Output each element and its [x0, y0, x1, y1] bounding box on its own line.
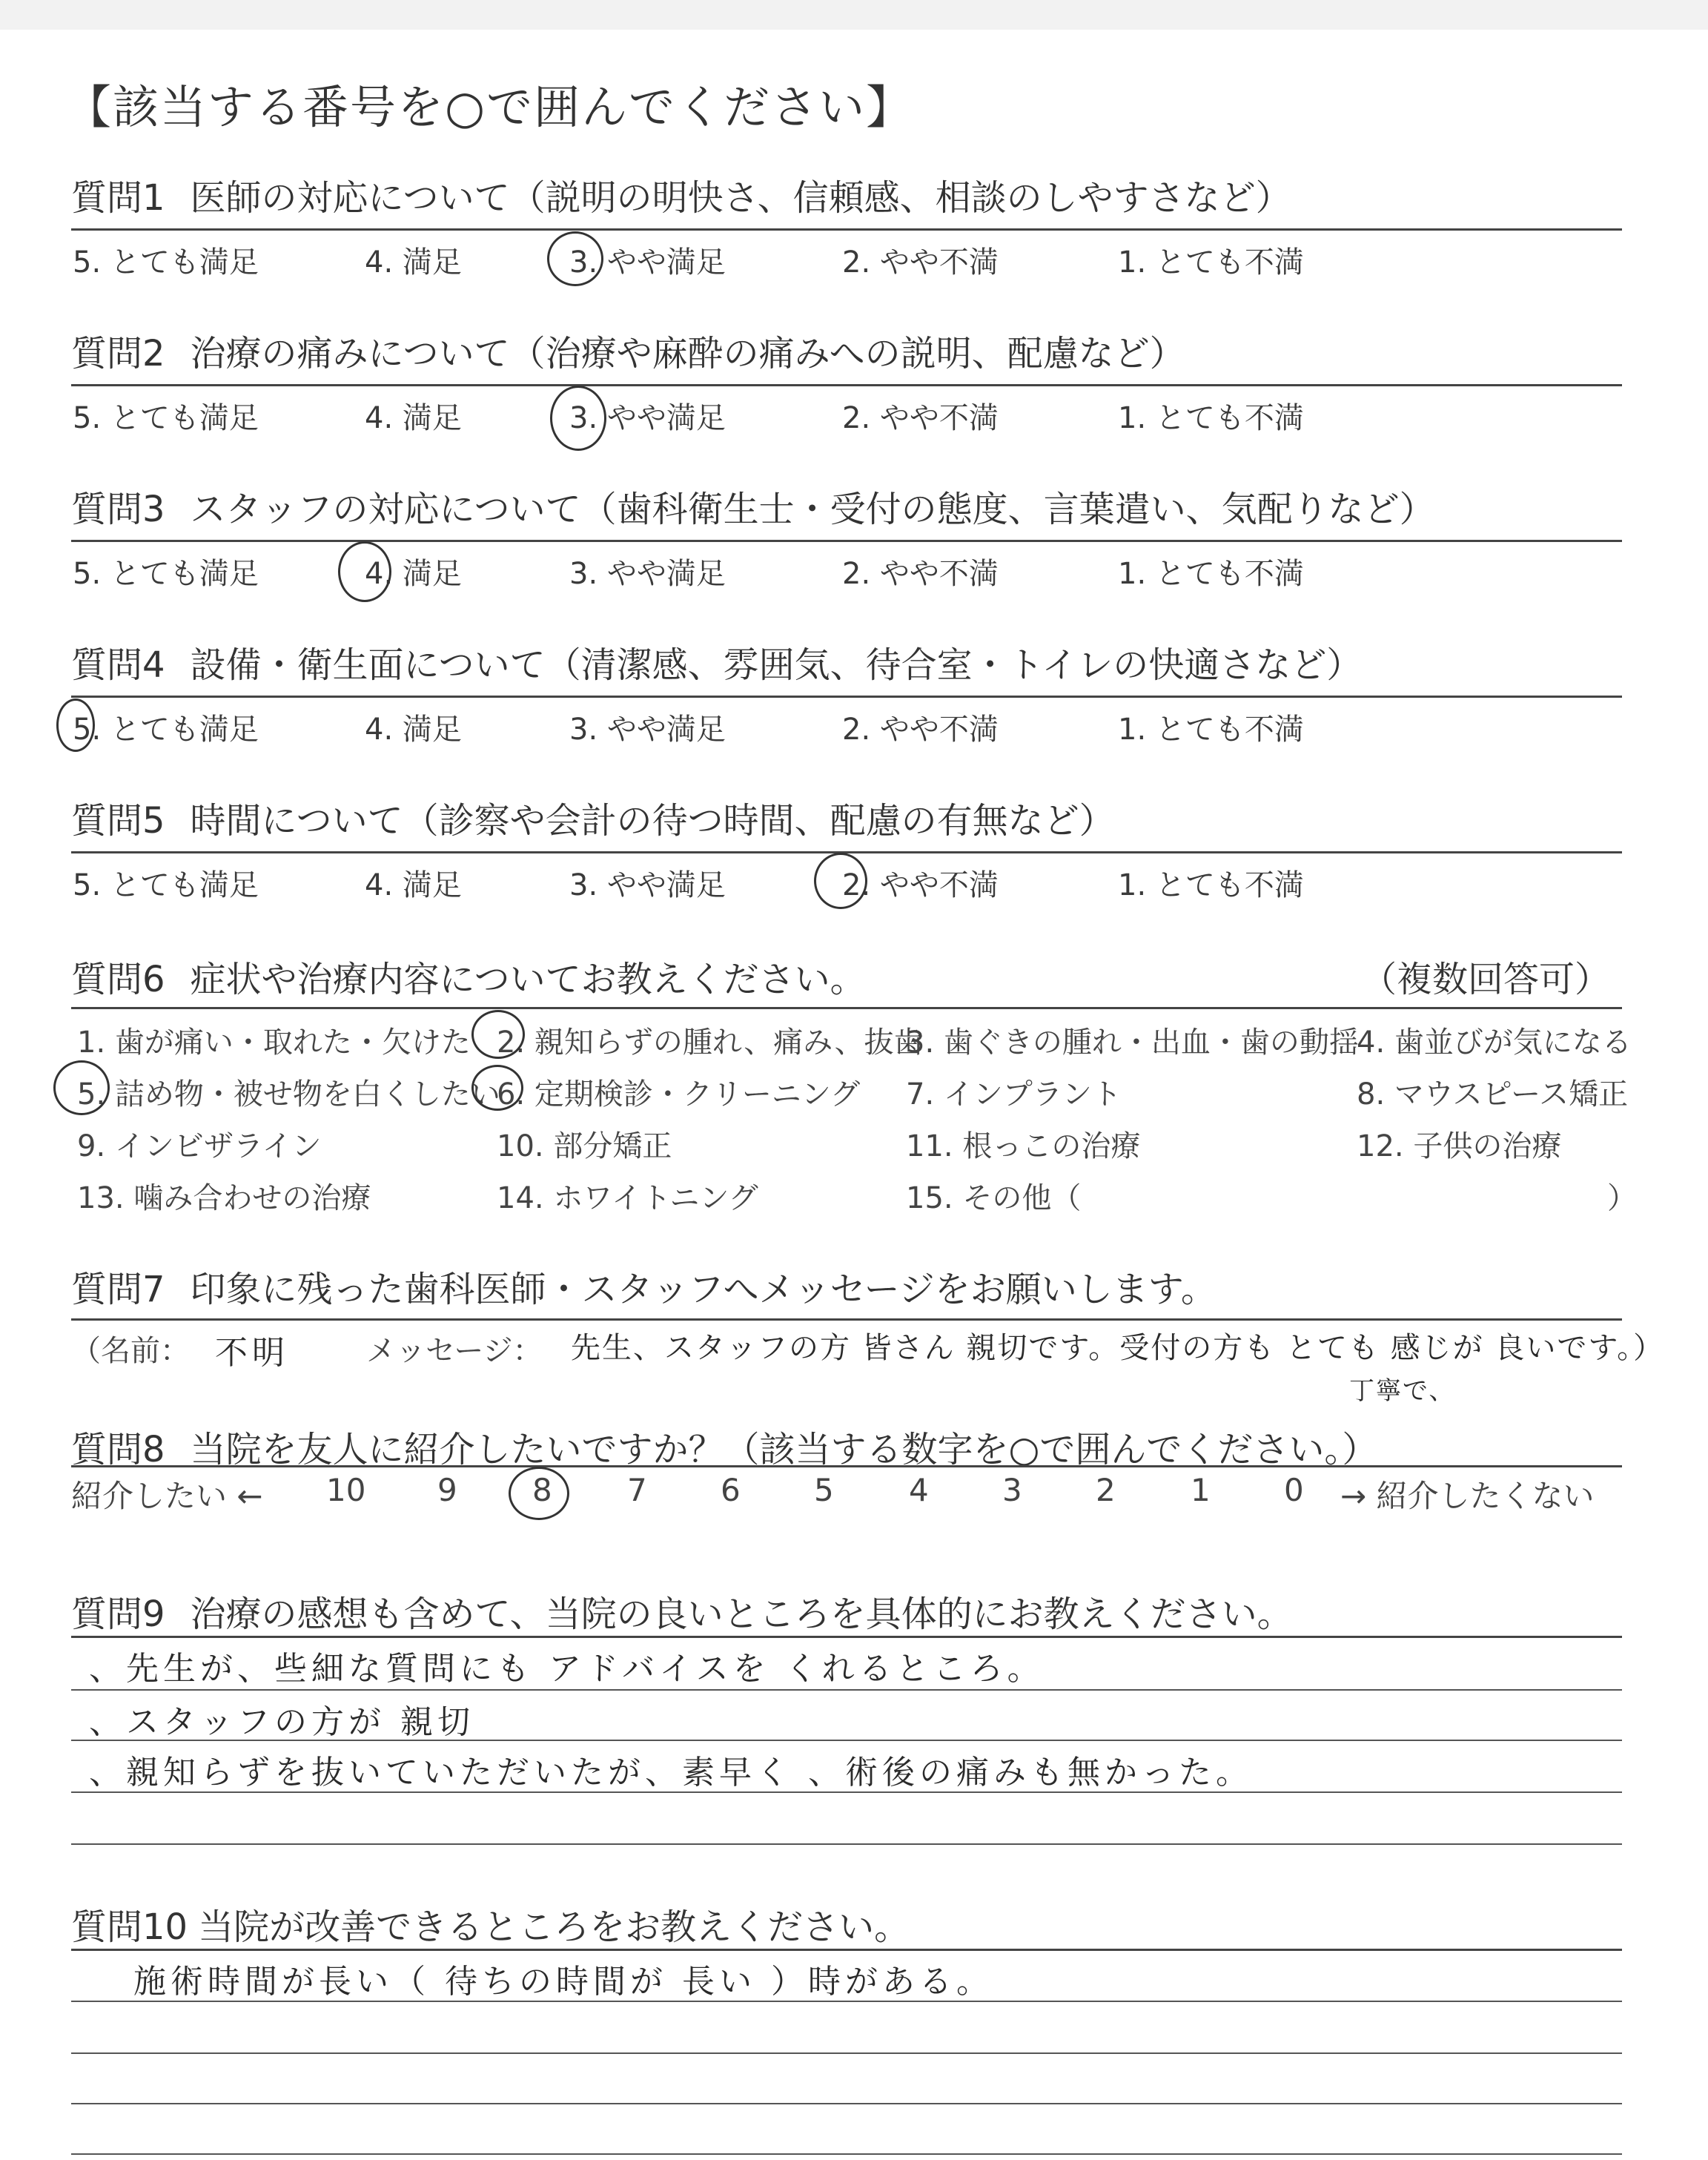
q8-scale-9[interactable]: 9: [437, 1472, 457, 1508]
q6-item-5-selection-circle: [53, 1060, 110, 1115]
q6-item-8[interactable]: 8. マウスピース矯正: [1357, 1077, 1629, 1112]
question-3-rule: [71, 540, 1622, 542]
q6-item-13[interactable]: 13. 噛み合わせの治療: [77, 1181, 371, 1215]
question-3-title: [71, 480, 1435, 532]
question-8-text: 当院を友人に紹介したいですか？（該当する数字を○で囲んでください。）: [190, 1429, 1378, 1470]
q10-answer-1: 施術時間が長い（ 待ちの時間が 長い ）時がある。: [133, 1963, 993, 2001]
q3-option-1[interactable]: 1. とても不満: [1118, 557, 1304, 591]
question-10-rule: [71, 1949, 1622, 1951]
q7-message-label: メッセージ：: [366, 1334, 543, 1368]
q8-left-label: 紹介したい ←: [71, 1478, 263, 1514]
question-10-number: 質問10: [71, 1906, 188, 1948]
q1-option-3[interactable]: 3. やや満足: [569, 245, 726, 280]
q8-scale-6[interactable]: 6: [721, 1472, 741, 1508]
q6-item-7[interactable]: 7. インプラント: [906, 1077, 1122, 1112]
q2-option-2[interactable]: 2. やや不満: [842, 401, 999, 435]
question-9-text: 治療の感想も含めて、当院の良いところを具体的にお教えください。: [190, 1593, 1293, 1635]
q3-option-5[interactable]: 5. とても満足: [73, 557, 259, 591]
q3-option-2[interactable]: 2. やや不満: [842, 557, 999, 591]
question-8-rule: [71, 1465, 1622, 1467]
q4-selection-circle: [56, 698, 95, 752]
q6-item-6-selection-circle: [471, 1065, 523, 1111]
q8-scale-10[interactable]: 10: [326, 1472, 366, 1508]
q3-selection-circle: [338, 541, 391, 602]
question-10-text: 当院が改善できるところをお教えください。: [198, 1906, 910, 1948]
question-3-number: 質問3: [71, 489, 165, 530]
q6-item-6[interactable]: 6. 定期検診・クリーニング: [497, 1077, 861, 1112]
q9-answer-3: 、親知らずを抜いていただいたが、素早く 、術後の痛みも無かった。: [89, 1754, 1253, 1791]
q1-option-5[interactable]: 5. とても満足: [73, 245, 259, 280]
q7-message-value: 先生、スタッフの方 皆さん 親切です。受付の方も とても 感じが 良いです。）: [571, 1331, 1665, 1365]
question-5-number: 質問5: [71, 800, 165, 842]
q8-scale-7[interactable]: 7: [627, 1472, 647, 1508]
q5-option-3[interactable]: 3. やや満足: [569, 868, 726, 902]
q5-selection-circle: [814, 853, 867, 909]
q8-scale-4[interactable]: 4: [909, 1472, 929, 1508]
q9-answer-2: 、スタッフの方が 親切: [89, 1703, 474, 1741]
question-7-title: [71, 1261, 1217, 1312]
question-2-number: 質問2: [71, 333, 165, 374]
q6-item-10[interactable]: 10. 部分矯正: [497, 1129, 672, 1163]
q6-item-15-close-paren: ）: [1607, 1181, 1637, 1215]
q2-selection-circle: [550, 386, 606, 451]
q10-line-3: [71, 2103, 1622, 2104]
question-6-number: 質問6: [71, 959, 165, 1000]
q2-option-5[interactable]: 5. とても満足: [73, 401, 259, 435]
q6-item-11[interactable]: 11. 根っこの治療: [906, 1129, 1141, 1163]
q1-option-1[interactable]: 1. とても不満: [1118, 245, 1304, 280]
q8-right-label: → 紹介したくない: [1340, 1478, 1595, 1514]
q6-item-2-selection-circle: [471, 1010, 525, 1059]
q5-option-1[interactable]: 1. とても不満: [1118, 868, 1304, 902]
q8-scale-5[interactable]: 5: [814, 1472, 834, 1508]
q6-item-15[interactable]: 15. その他（: [906, 1181, 1082, 1215]
q9-answer-1: 、先生が、些細な質問にも アドバイスを くれるところ。: [89, 1650, 1045, 1688]
q9-line-4: [71, 1843, 1622, 1845]
question-7-number: 質問7: [71, 1269, 165, 1310]
q6-item-12[interactable]: 12. 子供の治療: [1357, 1129, 1562, 1163]
question-6-text: 症状や治療内容についてお教えください。: [190, 959, 866, 1000]
question-4-title: [71, 636, 1362, 687]
question-6-note: （複数回答可）: [1361, 959, 1611, 1000]
question-7-rule: [71, 1318, 1622, 1321]
q4-option-1[interactable]: 1. とても不満: [1118, 713, 1304, 747]
question-9-title: [71, 1585, 1293, 1636]
question-2-text: 治療の痛みについて（治療や麻酔の痛みへの説明、配慮など）: [190, 333, 1185, 374]
q8-selection-circle: [509, 1467, 569, 1520]
q6-item-14[interactable]: 14. ホワイトニング: [497, 1181, 758, 1215]
question-1-text: 医師の対応について（説明の明快さ、信頼感、相談のしやすさなど）: [190, 177, 1291, 219]
q4-option-5[interactable]: 5. とても満足: [73, 713, 259, 747]
form-heading: 【該当する番号を○で囲んでください】: [65, 80, 914, 134]
q5-option-4[interactable]: 4. 満足: [365, 868, 462, 902]
q5-option-5[interactable]: 5. とても満足: [73, 868, 259, 902]
q4-option-4[interactable]: 4. 満足: [365, 713, 462, 747]
q6-item-5[interactable]: 5. 詰め物・被せ物を白くしたい: [77, 1077, 500, 1112]
q10-line-2: [71, 2052, 1622, 2054]
q3-option-3[interactable]: 3. やや満足: [569, 557, 726, 591]
q6-item-9[interactable]: 9. インビザライン: [77, 1129, 322, 1163]
question-3-text: スタッフの対応について（歯科衛生士・受付の態度、言葉遣い、気配りなど）: [190, 489, 1435, 530]
question-5-title: [71, 792, 1115, 843]
q10-line-1: [71, 2001, 1622, 2002]
q6-item-1[interactable]: 1. 歯が痛い・取れた・欠けた: [77, 1025, 471, 1060]
q6-item-4[interactable]: 4. 歯並びが気になる: [1357, 1025, 1632, 1060]
q8-scale-8[interactable]: 8: [532, 1472, 552, 1508]
question-2-title: [71, 325, 1185, 376]
q7-message-insert: 丁寧で、: [1349, 1376, 1456, 1406]
question-1-title: [71, 169, 1291, 220]
q8-scale-0[interactable]: 0: [1284, 1472, 1304, 1508]
q1-option-4[interactable]: 4. 満足: [365, 245, 462, 280]
question-5-text: 時間について（診察や会計の待つ時間、配慮の有無など）: [190, 800, 1115, 842]
q9-line-1: [71, 1689, 1622, 1691]
question-4-number: 質問4: [71, 644, 165, 686]
q9-line-2: [71, 1740, 1622, 1741]
q6-item-2[interactable]: 2. 親知らずの腫れ、痛み、抜歯: [497, 1025, 924, 1060]
q8-scale-1[interactable]: 1: [1191, 1472, 1211, 1508]
q4-option-3[interactable]: 3. やや満足: [569, 713, 726, 747]
q2-option-3[interactable]: 3. やや満足: [569, 401, 726, 435]
q2-option-1[interactable]: 1. とても不満: [1118, 401, 1304, 435]
q9-line-3: [71, 1791, 1622, 1793]
q3-option-4[interactable]: 4. 満足: [365, 557, 462, 591]
question-8-number: 質問8: [71, 1429, 165, 1470]
question-4-text: 設備・衛生面について（清潔感、雰囲気、待合室・トイレの快適さなど）: [190, 644, 1363, 686]
question-6-rule: [71, 1007, 1622, 1009]
question-9-rule: [71, 1636, 1622, 1638]
q5-option-2[interactable]: 2. やや不満: [842, 868, 999, 902]
question-10-title: [71, 1898, 910, 1949]
q8-scale-3[interactable]: 3: [1002, 1472, 1022, 1508]
question-6-title: [71, 951, 866, 1002]
q10-line-4: [71, 2153, 1622, 2155]
question-8-title: [71, 1421, 1377, 1472]
q2-option-4[interactable]: 4. 満足: [365, 401, 462, 435]
q1-option-2[interactable]: 2. やや不満: [842, 245, 999, 280]
question-1-number: 質問1: [71, 177, 165, 219]
question-9-number: 質問9: [71, 1593, 165, 1635]
q7-name-label: （名前：: [71, 1334, 190, 1368]
question-7-text: 印象に残った歯科医師・スタッフへメッセージをお願いします。: [190, 1269, 1217, 1310]
question-1-rule: [71, 228, 1622, 231]
question-4-rule: [71, 696, 1622, 698]
q1-selection-circle: [547, 231, 603, 286]
q6-item-3[interactable]: 3. 歯ぐきの腫れ・出血・歯の動揺: [906, 1025, 1359, 1060]
q7-name-value: 不明: [215, 1334, 289, 1372]
q4-option-2[interactable]: 2. やや不満: [842, 713, 999, 747]
question-2-rule: [71, 384, 1622, 386]
q8-scale-2[interactable]: 2: [1096, 1472, 1116, 1508]
